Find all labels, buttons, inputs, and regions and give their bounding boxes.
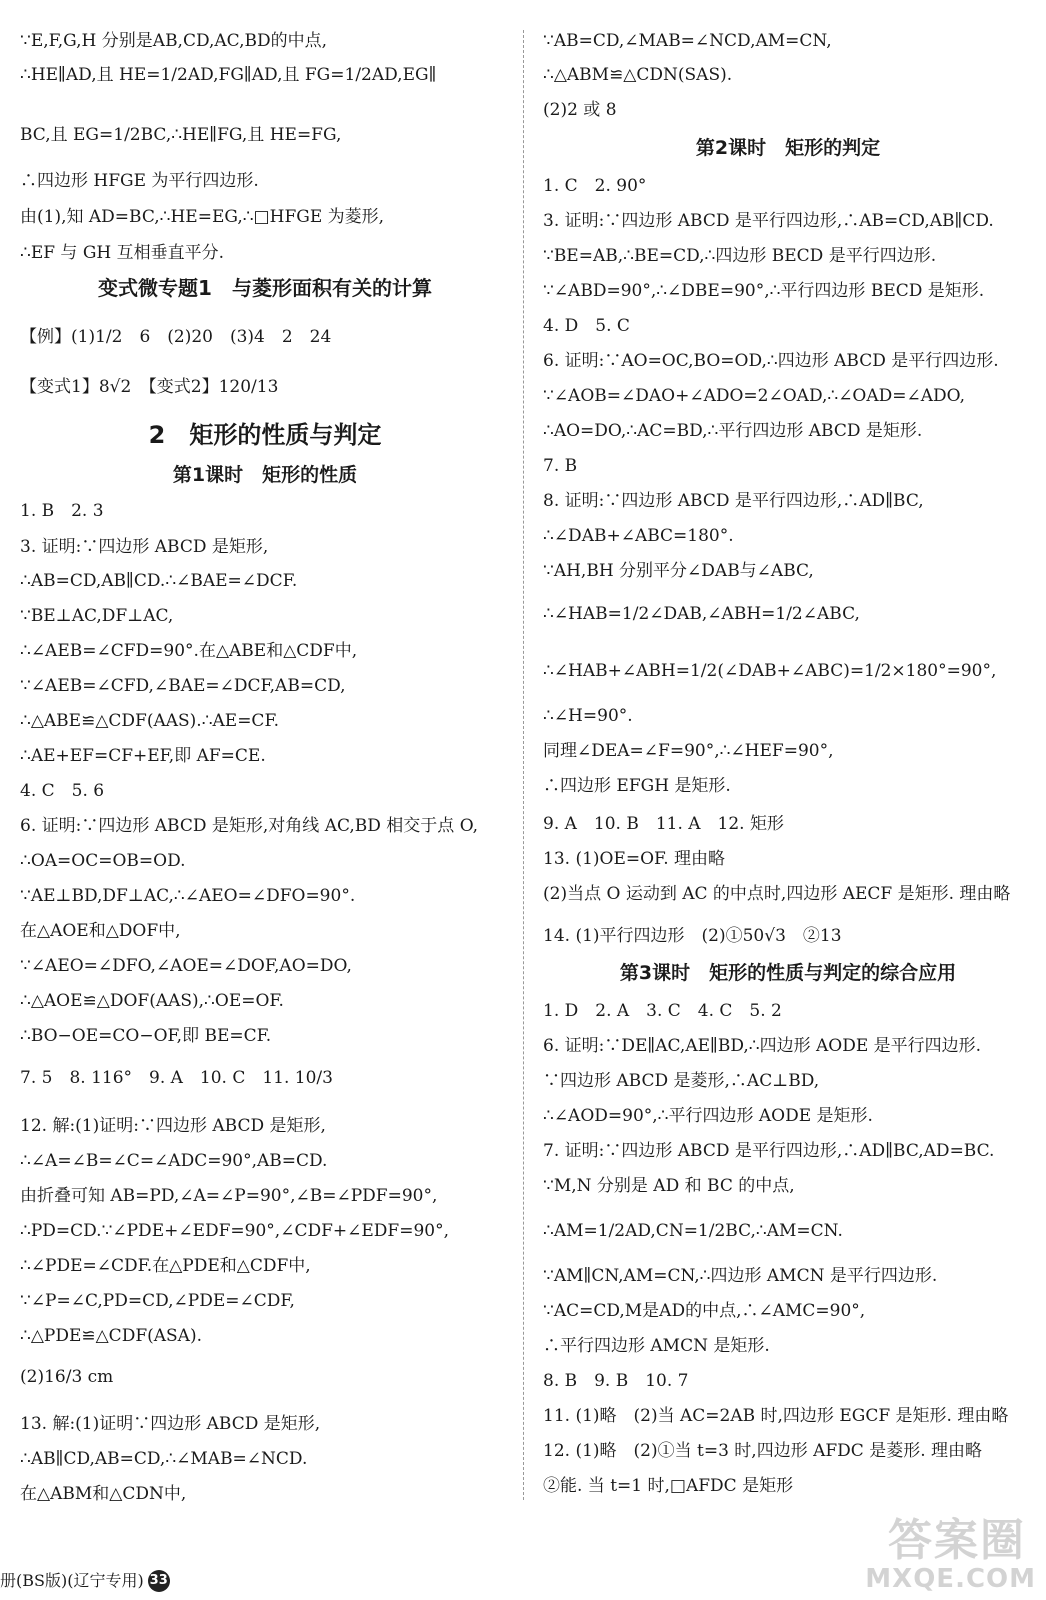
text-line: 7. B [543,456,578,476]
text-line: ∵四边形 ABCD 是菱形,∴AC⊥BD, [543,1071,820,1091]
text-line: (2)当点 O 运动到 AC 的中点时,四边形 AECF 是矩形. 理由略 [543,884,1011,904]
watermark-logo [836,1504,1036,1594]
text-line: ∴BO−OE=CO−OF,即 BE=CF. [20,1026,272,1046]
text-line: ∴△PDE≌△CDF(ASA). [20,1326,202,1346]
text-line: ∵BE⊥AC,DF⊥AC, [20,606,174,626]
page-footer [0,1568,170,1593]
text-line: ∴∠AOD=90°,∴平行四边形 AODE 是矩形. [543,1106,873,1126]
text-line: 在△AOE和△DOF中, [20,921,181,941]
text-line: ∴△ABE≌△CDF(AAS).∴AE=CF. [20,711,279,731]
text-line: ∵AB=CD,∠MAB=∠NCD,AM=CN, [543,31,832,51]
text-line: ∴AB=CD,AB∥CD.∴∠BAE=∠DCF. [20,571,298,591]
text-line: 8. B 9. B 10. 7 [543,1371,689,1391]
text-line: ∴∠A=∠B=∠C=∠ADC=90°,AB=CD. [20,1151,328,1171]
text-line: ∴∠DAB+∠ABC=180°. [543,526,734,546]
text-line: ∵∠ABD=90°,∴∠DBE=90°,∴平行四边形 BECD 是矩形. [543,281,985,301]
text-line: 7. 5 8. 116° 9. A 10. C 11. 10/3 [20,1068,333,1088]
text-line: ∴∠AEB=∠CFD=90°.在△ABE和△CDF中, [20,641,358,661]
text-line: 12. 解:(1)证明:∵四边形 ABCD 是矩形, [20,1116,326,1136]
text-line: ∵∠P=∠C,PD=CD,∠PDE=∠CDF, [20,1291,295,1311]
text-line: 1. C 2. 90° [543,176,647,196]
text-line: 3. 证明:∵四边形 ABCD 是矩形, [20,537,269,557]
section-heading: 2 矩形的性质与判定 [148,421,382,449]
text-line: ∵∠AEO=∠DFO,∠AOE=∠DOF,AO=DO, [20,956,352,976]
text-line: ∴∠HAB+∠ABH=1/2(∠DAB+∠ABC)=1/2×180°=90°, [543,661,997,681]
text-line: ②能. 当 t=1 时,□AFDC 是矩形 [543,1476,794,1496]
footer-text: 册(BS版)(辽宁专用) [0,1570,144,1590]
section-heading: 第2课时 矩形的判定 [695,137,881,159]
text-line: ∴EF 与 GH 互相垂直平分. [20,243,225,263]
text-line: 3. 证明:∵四边形 ABCD 是平行四边形,∴AB=CD,AB∥CD. [543,211,994,231]
text-line: 7. 证明:∵四边形 ABCD 是平行四边形,∴AD∥BC,AD=BC. [543,1141,995,1161]
text-line: 13. 解:(1)证明∵四边形 ABCD 是矩形, [20,1414,321,1434]
text-line: 14. (1)平行四边形 (2)①50√3 ②13 [543,926,842,946]
text-line: 13. (1)OE=OF. 理由略 [543,849,726,869]
text-line: ∴平行四边形 AMCN 是矩形. [543,1336,770,1356]
text-line: ∴AB∥CD,AB=CD,∴∠MAB=∠NCD. [20,1449,308,1469]
column-divider [523,30,524,1500]
page-number: 33 [148,1570,170,1592]
text-line: ∵∠AEB=∠CFD,∠BAE=∠DCF,AB=CD, [20,676,346,696]
section-heading: 第3课时 矩形的性质与判定的综合应用 [619,962,957,984]
text-line: ∵BE=AB,∴BE=CD,∴四边形 BECD 是平行四边形. [543,246,937,266]
text-line: ∴AE+EF=CF+EF,即 AF=CE. [20,746,266,766]
text-line: 12. (1)略 (2)①当 t=3 时,四边形 AFDC 是菱形. 理由略 [543,1441,983,1461]
text-line: (2)16/3 cm [20,1367,114,1387]
text-line: (2)2 或 8 [543,100,617,120]
text-line: ∴四边形 EFGH 是矩形. [543,776,731,796]
text-line: 同理∠DEA=∠F=90°,∴∠HEF=90°, [543,741,834,761]
text-line: ∴△AOE≌△DOF(AAS),∴OE=OF. [20,991,284,1011]
section-heading: 变式微专题1 与菱形面积有关的计算 [98,276,432,300]
text-line: 9. A 10. B 11. A 12. 矩形 [543,814,784,834]
text-line: ∵M,N 分别是 AD 和 BC 的中点, [543,1176,795,1196]
text-line: 在△ABM和△CDN中, [20,1484,187,1504]
text-line: ∴AO=DO,∴AC=BD,∴平行四边形 ABCD 是矩形. [543,421,923,441]
text-line: 【例】(1)1/2 6 (2)20 (3)4 2 24 [20,327,332,347]
text-line: ∵E,F,G,H 分别是AB,CD,AC,BD的中点, [20,31,328,51]
text-line: 1. B 2. 3 [20,501,104,521]
text-line: ∴∠H=90°. [543,706,633,726]
text-line: ∴OA=OC=OB=OD. [20,851,186,871]
text-line: ∴∠PDE=∠CDF.在△PDE和△CDF中, [20,1256,311,1276]
text-line: 由折叠可知 AB=PD,∠A=∠P=90°,∠B=∠PDF=90°, [20,1186,438,1206]
text-line: BC,且 EG=1/2BC,∴HE∥FG,且 HE=FG, [20,125,342,145]
text-line: ∵AC=CD,M是AD的中点,∴∠AMC=90°, [543,1301,866,1321]
text-line: 4. C 5. 6 [20,781,105,801]
text-line: 4. D 5. C [543,316,630,336]
text-line: 6. 证明:∵四边形 ABCD 是矩形,对角线 AC,BD 相交于点 O, [20,816,479,836]
text-line: ∴∠HAB=1/2∠DAB,∠ABH=1/2∠ABC, [543,604,860,624]
text-line: 6. 证明:∵AO=OC,BO=OD,∴四边形 ABCD 是平行四边形. [543,351,999,371]
watermark-top: 答案圈 [888,1515,1026,1566]
text-line: ∴PD=CD.∵∠PDE+∠EDF=90°,∠CDF+∠EDF=90°, [20,1221,449,1241]
text-line: ∵AH,BH 分别平分∠DAB与∠ABC, [543,561,814,581]
text-line: 由(1),知 AD=BC,∴HE=EG,∴□HFGE 为菱形, [20,207,385,227]
text-line: 1. D 2. A 3. C 4. C 5. 2 [543,1001,782,1021]
text-line: ∵∠AOB=∠DAO+∠ADO=2∠OAD,∴∠OAD=∠ADO, [543,386,966,406]
text-line: ∴四边形 HFGE 为平行四边形. [20,171,259,191]
text-line: 8. 证明:∵四边形 ABCD 是平行四边形,∴AD∥BC, [543,491,924,511]
text-line: ∴AM=1/2AD,CN=1/2BC,∴AM=CN. [543,1221,843,1241]
text-line: ∴HE∥AD,且 HE=1/2AD,FG∥AD,且 FG=1/2AD,EG∥ [20,65,437,85]
text-line: 【变式1】8√2 【变式2】120/13 [20,377,279,397]
text-line: 6. 证明:∵DE∥AC,AE∥BD,∴四边形 AODE 是平行四边形. [543,1036,982,1056]
watermark-bottom: MXQE.COM [865,1564,1036,1594]
text-line: ∵AE⊥BD,DF⊥AC,∴∠AEO=∠DFO=90°. [20,886,356,906]
text-line: ∴△ABM≌△CDN(SAS). [543,65,733,85]
text-line: 11. (1)略 (2)当 AC=2AB 时,四边形 EGCF 是矩形. 理由略 [543,1406,1009,1426]
text-line: ∵AM∥CN,AM=CN,∴四边形 AMCN 是平行四边形. [543,1266,938,1286]
section-heading: 第1课时 矩形的性质 [172,464,358,486]
